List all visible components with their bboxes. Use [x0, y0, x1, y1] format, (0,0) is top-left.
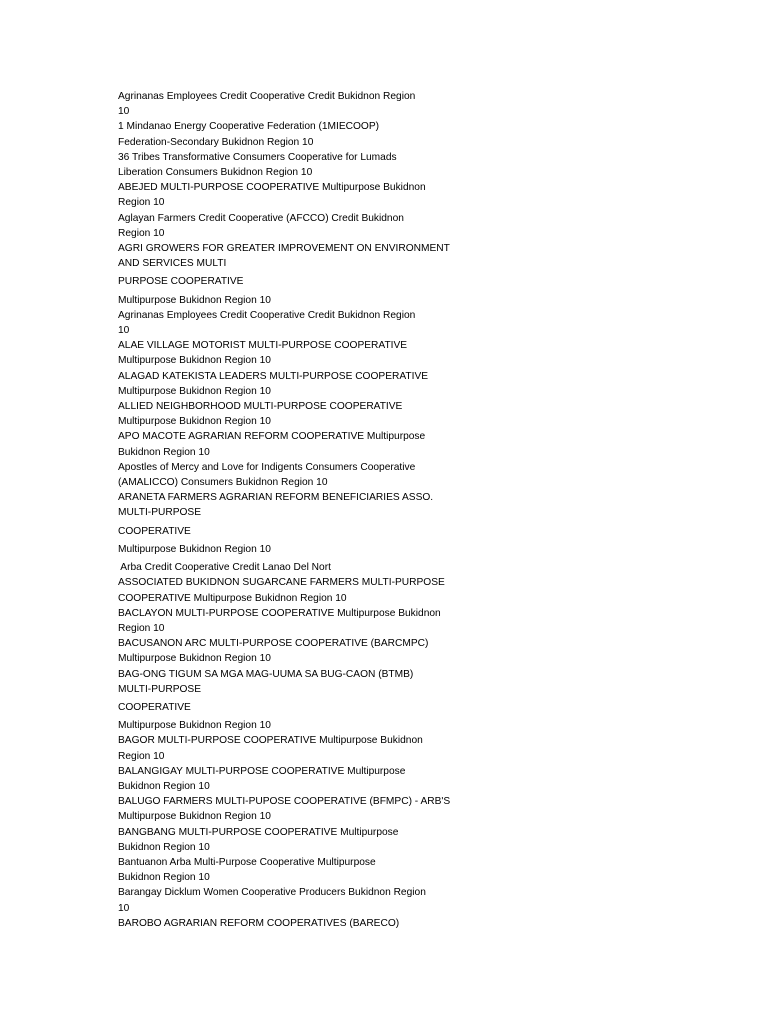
list-line: ALAE VILLAGE MOTORIST MULTI-PURPOSE COOPERATIVE [118, 340, 408, 352]
list-line: Aglayan Farmers Credit Cooperative (AFCCO) Credit Bukidnon [118, 212, 404, 224]
list-line: ARANETA FARMERS AGRARIAN REFORM BENEFICIARIES ASSO. [118, 492, 434, 504]
list-line: ASSOCIATED BUKIDNON SUGARCANE FARMERS MULTI-PURPOSE [118, 577, 445, 589]
list-line: Bukidnon Region 10 [118, 780, 210, 792]
list-line: ABEJED MULTI-PURPOSE COOPERATIVE Multipurpose Bukidnon [118, 182, 426, 194]
list-line: COOPERATIVE [118, 525, 191, 537]
list-line: AGRI GROWERS FOR GREATER IMPROVEMENT ON ENVIRONMENT [118, 243, 450, 255]
list-line: Bantuanon Arba Multi-Purpose Cooperative Multipurpose [118, 856, 376, 868]
list-line: Bukidnon Region 10 [118, 446, 210, 458]
list-line: Agrinanas Employees Credit Cooperative Credit Bukidnon Region [118, 91, 416, 102]
list-line: BALANGIGAY MULTI-PURPOSE COOPERATIVE Multipurpose [118, 765, 406, 777]
list-line: Apostles of Mercy and Love for Indigents Consumers Cooperative [118, 461, 416, 473]
list-line: Region 10 [118, 750, 165, 762]
list-line: Bukidnon Region 10 [118, 841, 210, 853]
list-line: Barangay Dicklum Women Cooperative Producers Bukidnon Region [118, 887, 426, 899]
list-line: BALUGO FARMERS MULTI-PUPOSE COOPERATIVE (BFMPC) - ARB'S [118, 796, 451, 808]
list-line: Region 10 [118, 197, 165, 209]
list-line: 10 [118, 902, 130, 914]
list-line: Region 10 [118, 227, 165, 239]
list-line: Multipurpose Bukidnon Region 10 [118, 811, 271, 823]
list-line: Multipurpose Bukidnon Region 10 [118, 294, 271, 306]
list-line: 36 Tribes Transformative Consumers Cooperative for Lumads [118, 151, 397, 163]
list-line: Multipurpose Bukidnon Region 10 [118, 720, 271, 732]
list-line: Multipurpose Bukidnon Region 10 [118, 385, 271, 397]
list-line: MULTI-PURPOSE [118, 507, 202, 519]
list-line: PURPOSE COOPERATIVE [118, 276, 244, 288]
list-line: Bukidnon Region 10 [118, 872, 210, 884]
list-line: COOPERATIVE [118, 701, 191, 713]
list-line: Arba Credit Cooperative Credit Lanao Del Nort [118, 562, 331, 574]
list-line: Federation-Secondary Bukidnon Region 10 [118, 136, 314, 148]
list-line: BACLAYON MULTI-PURPOSE COOPERATIVE Multipurpose Bukidnon [118, 607, 441, 619]
list-line: 10 [118, 106, 130, 118]
list-line: 10 [118, 325, 130, 337]
list-line: Multipurpose Bukidnon Region 10 [118, 653, 271, 665]
list-line: BACUSANON ARC MULTI-PURPOSE COOPERATIVE (BARCMPC) [118, 638, 429, 650]
list-line: Multipurpose Bukidnon Region 10 [118, 543, 271, 555]
list-line: BAGOR MULTI-PURPOSE COOPERATIVE Multipurpose Bukidnon [118, 735, 423, 747]
list-line: BANGBANG MULTI-PURPOSE COOPERATIVE Multipurpose [118, 826, 399, 838]
list-line: Agrinanas Employees Credit Cooperative Credit Bukidnon Region [118, 309, 416, 321]
list-line: Region 10 [118, 622, 165, 634]
cooperative-list [118, 89, 478, 931]
list-line: (AMALICCO) Consumers Bukidnon Region 10 [118, 477, 328, 489]
list-line: MULTI-PURPOSE [118, 683, 202, 695]
list-line: APO MACOTE AGRARIAN REFORM COOPERATIVE Multipurpose [118, 431, 426, 443]
list-line: 1 Mindanao Energy Cooperative Federation (1MIECOOP) [118, 121, 380, 133]
list-line: BAG-ONG TIGUM SA MGA MAG-UUMA SA BUG-CAON (BTMB) [118, 668, 414, 680]
list-line: ALAGAD KATEKISTA LEADERS MULTI-PURPOSE COOPERATIVE [118, 370, 429, 382]
list-line: COOPERATIVE Multipurpose Bukidnon Region 10 [118, 592, 347, 604]
list-line: Multipurpose Bukidnon Region 10 [118, 355, 271, 367]
list-line: AND SERVICES MULTI [118, 258, 227, 270]
list-line: Multipurpose Bukidnon Region 10 [118, 416, 271, 428]
list-line: BAROBO AGRARIAN REFORM COOPERATIVES (BARECO) [118, 917, 400, 929]
list-line: ALLIED NEIGHBORHOOD MULTI-PURPOSE COOPERATIVE [118, 401, 403, 413]
list-line: Liberation Consumers Bukidnon Region 10 [118, 167, 313, 179]
